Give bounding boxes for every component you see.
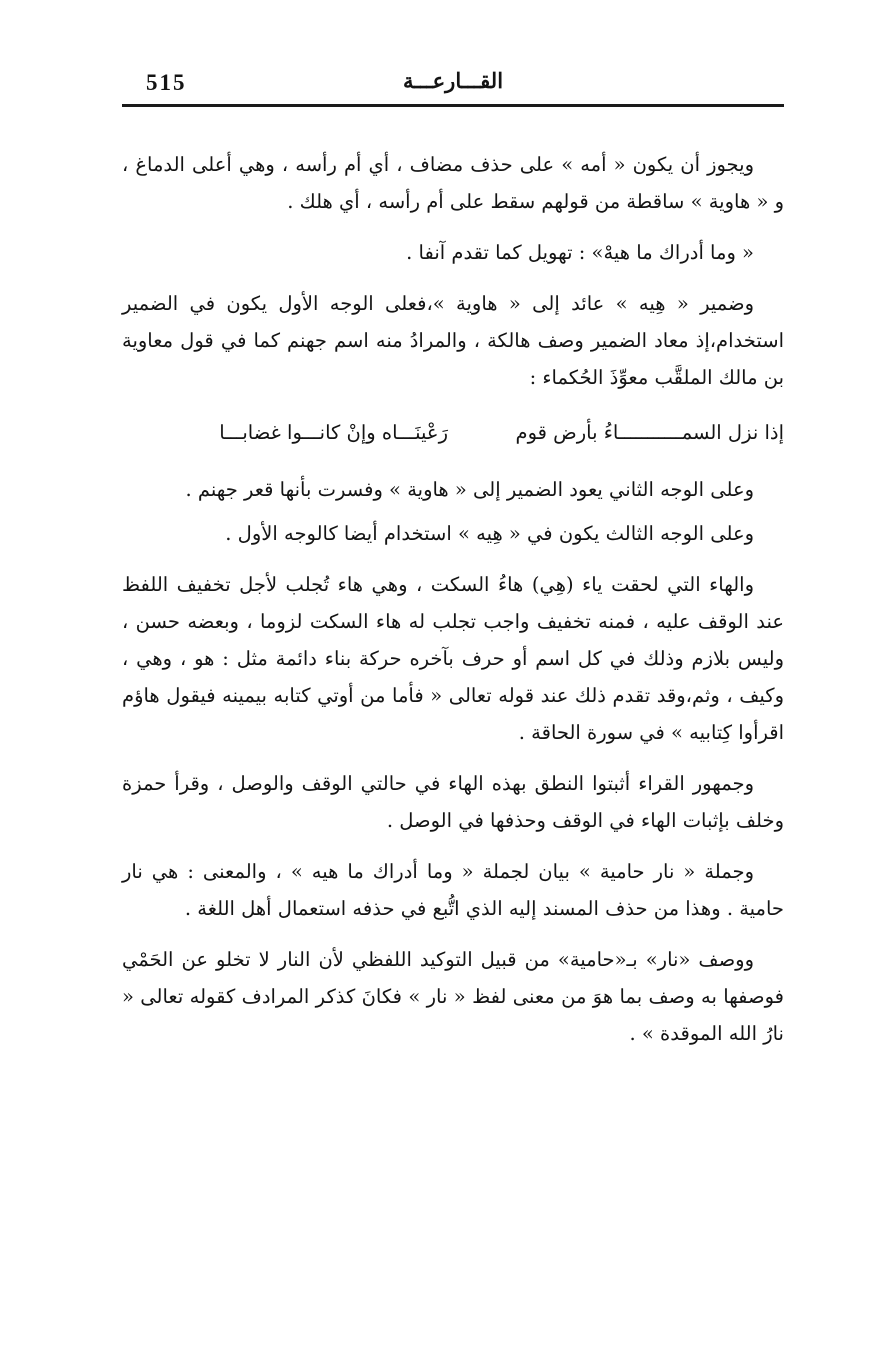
verse-first-hemistich: إذا نزل السمـــــــــــاءُ بأرض قوم [515, 421, 784, 444]
paragraph-5: وعلى الوجه الثالث يكون في « هِيه » استخدام أيضا كالوجه الأول . [225, 522, 754, 545]
verse-second-hemistich: رَعْينَـــاه وإنْ كانـــوا غضابـــا [219, 421, 448, 444]
paragraph-6: والهاء التي لحقت ياء (هِي) هاءُ السكت ، وهي هاء تُجلب لأجل تخفيف اللفظ عند الوقف عليه ، فمنه تخفيف واجب تجلب له هاء السكت لزوما ، وبعضه حسن ، وليس بلازم وذلك في كل اسم أو حرف بآخره حركة بناء دائمة مثل : هو ، وهي ، وكيف ، وثم،وقد تقدم ذلك عند قوله تعالى « فأما من أوتي كتابه بيمينه فيقول هاؤم اقرأوا كِتابيه » في سورة الحاقة . [122, 573, 784, 744]
paragraph-4: وعلى الوجه الثاني يعود الضمير إلى « هاوية » وفسرت بأنها قعر جهنم . [185, 478, 754, 501]
paragraph-3: وضمير « هِيه » عائد إلى « هاوية »،فعلى الوجه الأول يكون في الضمير استخدام،إذ معاد الضمير وصف هالكة ، والمرادُ منه اسم جهنم كما في قول معاوية بن مالك الملقَّب معوِّذَ الحُكماء : [122, 292, 784, 389]
page-number: 515 [146, 70, 187, 95]
paragraph-9: ووصف «نار» بـ«حامية» من قبيل التوكيد اللفظي لأن النار لا تخلو عن الحَمْي فوصفها به وصف بما هوَ من معنى لفظ « نار » فكانَ كذكر المرادف كقوله تعالى « نارُ الله الموقدة » . [122, 948, 784, 1045]
page-header [122, 62, 784, 102]
paragraph-1: ويجوز أن يكون « أمه » على حذف مضاف ، أي أم رأسه ، وهي أعلى الدماغ ، و « هاوية » ساقطة من قولهم سقط على أم رأسه ، أي هلك . [122, 153, 784, 213]
page-body [122, 146, 784, 1066]
header-rule [122, 104, 784, 107]
paragraph-8: وجملة « نار حامية » بيان لجملة « وما أدراك ما هيه » ، والمعنى : هي نار حامية . وهذا من حذف المسند إليه الذي اتُّبع في حذفه استعمال أهل اللغة . [122, 860, 784, 920]
poetry-verse [122, 414, 784, 451]
paragraph-7: وجمهور القراء أثبتوا النطق بهذه الهاء في حالتي الوقف والوصل ، وقرأ حمزة وخلف بإثبات الهاء في الوقف وحذفها في الوصل . [122, 772, 784, 832]
running-title: القـــارعـــة [402, 68, 504, 93]
paragraph-2: « وما أدراك ما هيهْ» : تهويل كما تقدم آنفا . [406, 241, 754, 264]
